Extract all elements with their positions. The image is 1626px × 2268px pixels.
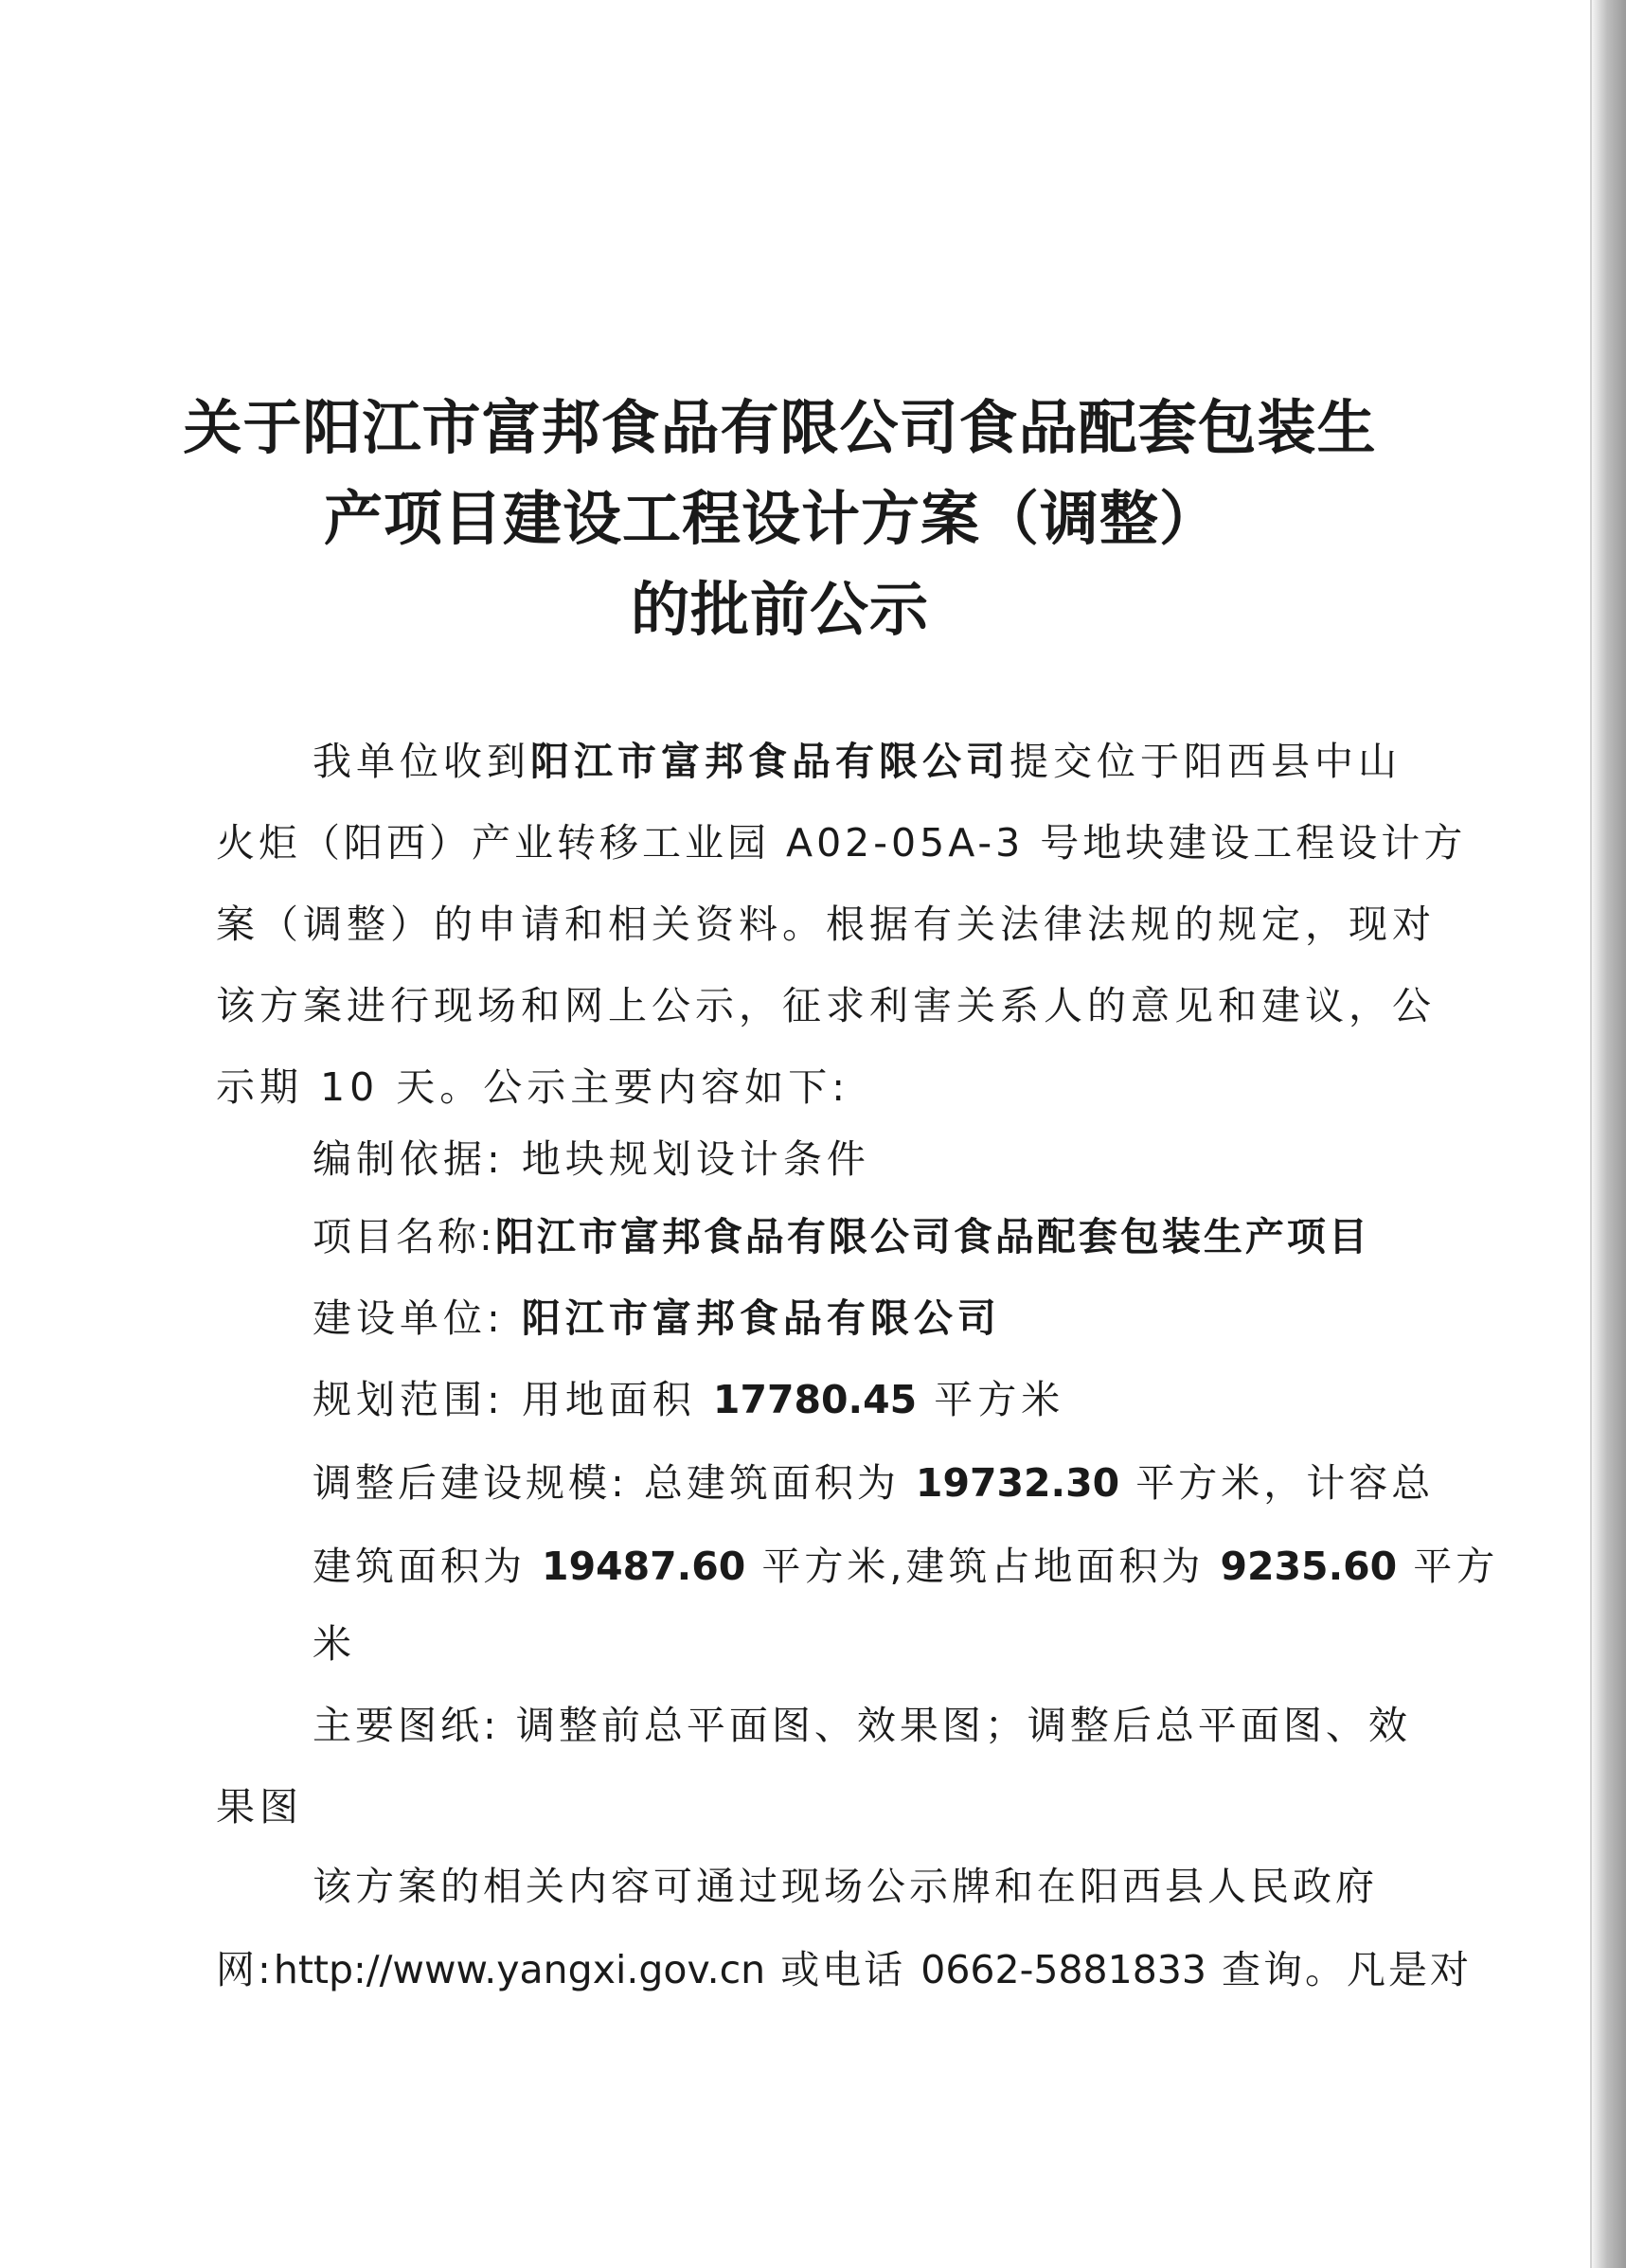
intro-line-3: 案（调整）的申请和相关资料。根据有关法律法规的规定，现对 [216,902,1436,947]
scope-row [313,1375,1064,1424]
intro-text: 提交位于阳西县中山 [1010,739,1402,784]
notice-title-line-1: 关于阳江市富邦食品有限公司食品配套包装生 [183,393,1377,462]
scope-label: 规划范围: [313,1377,505,1422]
builder-value: 阳江市富邦食品有限公司 [521,1295,1001,1341]
scope-text: 用地面积 [521,1377,696,1422]
contact-line-1: 该方案的相关内容可通过现场公示牌和在阳西县人民政府 [313,1864,1378,1909]
project-row [313,1212,1370,1261]
contact-text: 网: [216,1947,274,1992]
scale-label: 调整后建设规模: [313,1460,628,1506]
drawings-line-1 [313,1701,1411,1750]
notice-title-line-2: 产项目建设工程设计方案（调整） [323,484,1219,553]
scale-text: 平方 [1413,1544,1499,1589]
contact-line-2 [216,1945,1472,1994]
land-area-value: 17780.45 [712,1377,918,1422]
scale-text: 平方米,建筑占地面积为 [761,1544,1205,1589]
total-area-value: 19732.30 [915,1460,1120,1506]
capacity-area-value: 19487.60 [542,1544,746,1589]
notice-title-line-3: 的批前公示 [630,575,929,644]
scanned-page-edge [1592,0,1626,2268]
phone-number: 0662-5881833 [920,1947,1206,1992]
intro-line-4: 该方案进行现场和网上公示，征求利害关系人的意见和建议，公 [216,983,1436,1028]
basis-value: 地块规划设计条件 [521,1136,870,1182]
basis-row [313,1134,870,1184]
footprint-area-value: 9235.60 [1220,1544,1398,1589]
scope-unit: 平方米 [934,1377,1065,1422]
builder-row [313,1294,1001,1343]
scale-text: 总建筑面积为 [643,1460,900,1506]
scale-text: 平方米，计容总 [1135,1460,1435,1506]
project-value: 阳江市富邦食品有限公司食品配套包装生产项目 [494,1214,1370,1259]
intro-line-1 [313,737,1402,786]
project-label: 项目名称: [313,1214,495,1259]
contact-text: 或电话 [780,1947,906,1992]
intro-text: 我单位收到 [313,739,530,784]
intro-line-5: 示期 10 天。公示主要内容如下: [216,1064,850,1110]
website-url: http://www.yangxi.gov.cn [273,1947,766,1992]
builder-label: 建设单位: [313,1295,505,1341]
scale-line-3: 米 [313,1621,356,1667]
basis-label: 编制依据: [313,1136,505,1182]
drawings-label: 主要图纸: [313,1703,500,1748]
drawings-value: 调整前总平面图、效果图；调整后总平面图、效 [515,1703,1411,1748]
contact-text: 查询。凡是对 [1222,1947,1473,1992]
scale-line-1 [313,1458,1434,1508]
scale-line-2 [313,1542,1498,1591]
scale-text: 建筑面积为 [313,1544,526,1589]
drawings-line-2: 果图 [216,1784,303,1830]
intro-line-2: 火炬（阳西）产业转移工业园 A02-05A-3 号地块建设工程设计方 [216,820,1467,866]
company-name: 阳江市富邦食品有限公司 [530,739,1010,784]
